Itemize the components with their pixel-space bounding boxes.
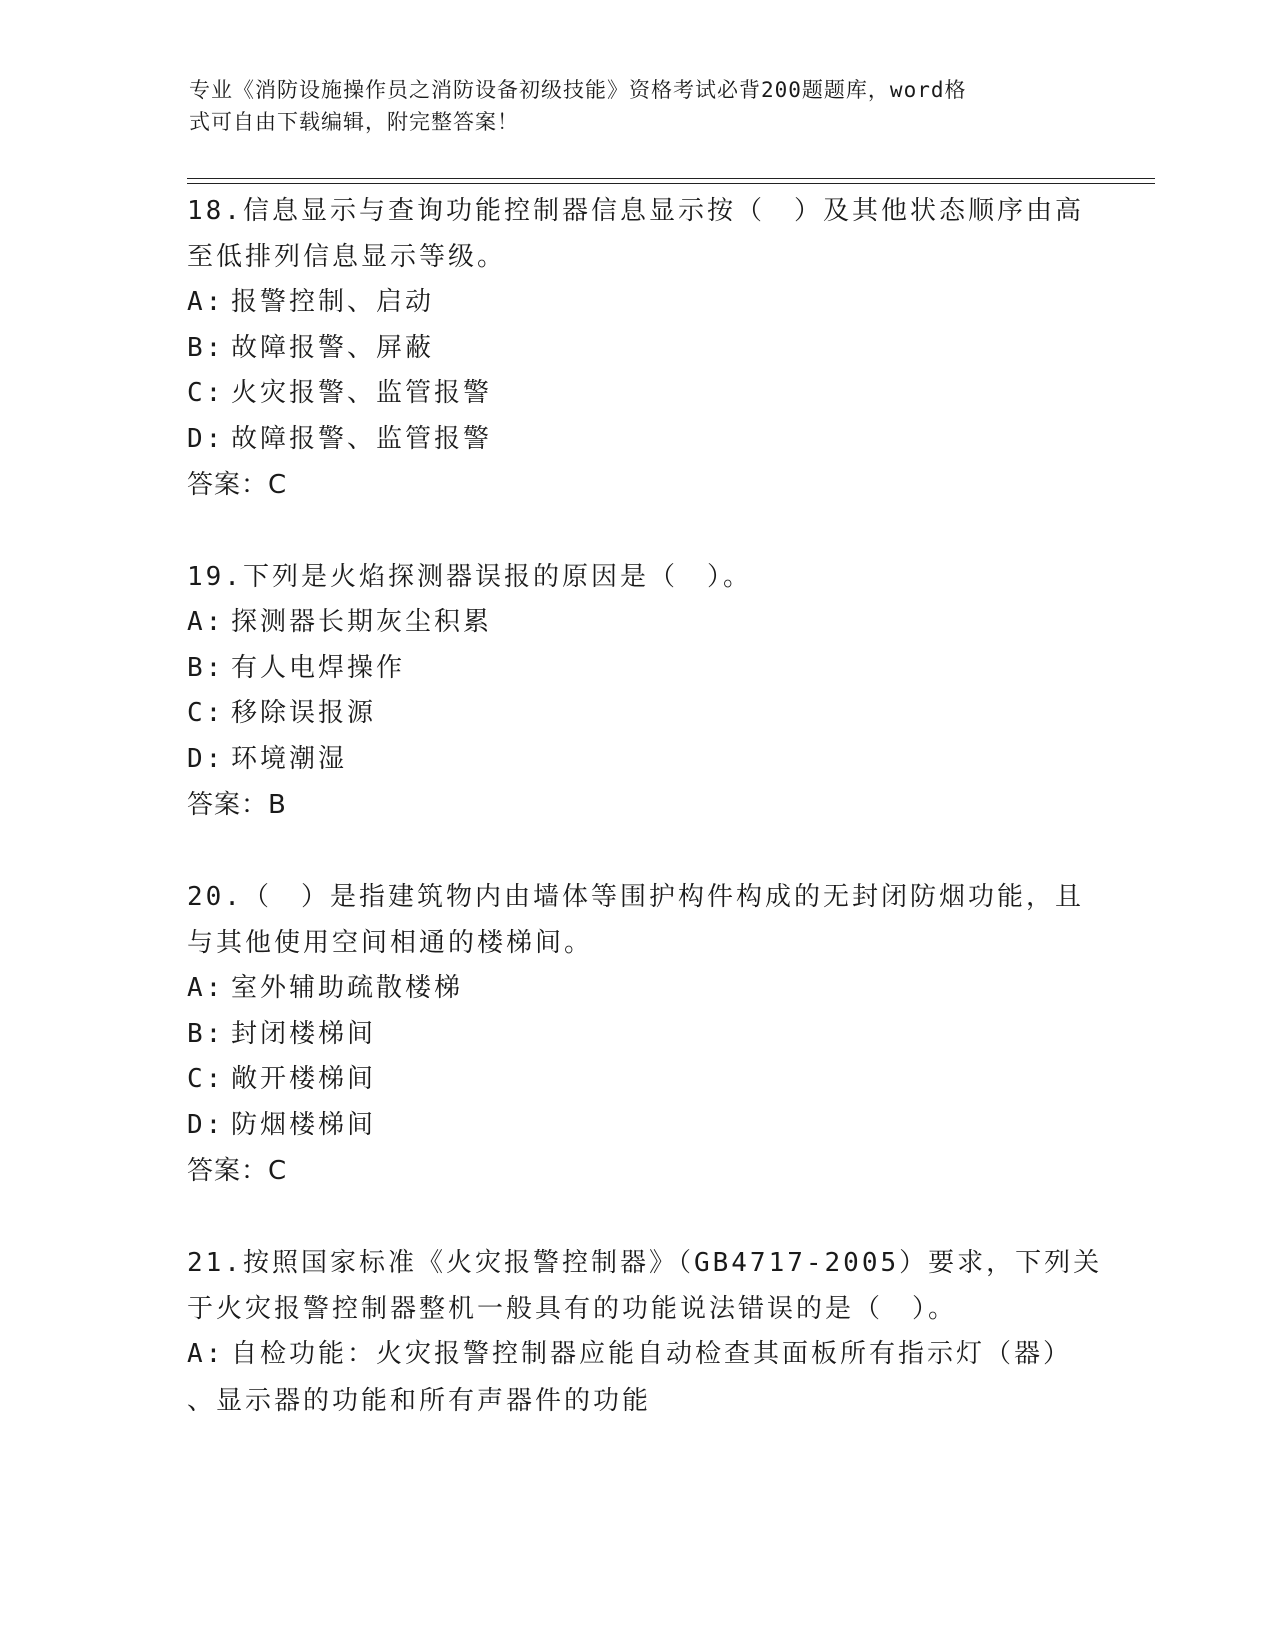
option-text: 报警控制、启动 [231,287,435,317]
question-text-line: 19.下列是火焰探测器误报的原因是（ ）。 [187,562,752,592]
option-text: 有人电焊操作 [231,652,406,683]
option-letter: A: [187,1339,225,1369]
option-letter: D: [187,1109,225,1140]
option-b [187,1012,1087,1058]
question-text-line: 与其他使用空间相通的楼梯间。 [187,928,594,958]
option-text: 敞开楼梯间 [231,1064,377,1094]
question-20 [187,874,1087,1194]
option-text: 探测器长期灰尘积累 [231,607,493,637]
option-a [187,280,1087,326]
option-c [187,691,1087,737]
option-text: 封闭楼梯间 [231,1018,377,1049]
header-rule-bottom [187,183,1155,184]
question-text-line: 至低排列信息显示等级。 [187,242,507,272]
question-text-line: 20.（ ）是指建筑物内由墙体等围护构件构成的无封闭防烟功能，且 [187,882,1084,912]
option-c [187,371,1087,417]
option-text: 自检功能：火灾报警控制器应能自动检查其面板所有指示灯（器） [231,1339,1073,1369]
option-a [187,1332,1087,1378]
option-text: 移除误报源 [231,698,377,728]
option-c [187,1057,1087,1103]
option-d [187,417,1087,463]
option-continuation: 、显示器的功能和所有声器件的功能 [187,1385,652,1416]
question-text-line: 21.按照国家标准《火灾报警控制器》（GB4717-2005）要求，下列关 [187,1248,1103,1278]
option-letter: C: [187,698,225,728]
option-letter: C: [187,1064,225,1094]
option-text: 防烟楼梯间 [231,1109,377,1140]
option-text: 环境潮湿 [231,743,348,774]
option-letter: D: [187,423,225,454]
option-letter: B: [187,1018,225,1049]
document-header [189,74,1069,138]
option-text: 故障报警、屏蔽 [231,332,435,363]
option-b [187,326,1087,372]
option-letter: A: [187,973,225,1003]
option-d [187,737,1087,783]
option-letter: C: [187,378,225,408]
answer-line: 答案：C [187,470,288,500]
answer-line: 答案：C [187,1156,288,1186]
question-text-line: 18.信息显示与查询功能控制器信息显示按（ ）及其他状态顺序由高 [187,196,1084,226]
option-text: 火灾报警、监管报警 [231,378,493,408]
answer-line: 答案：B [187,790,287,820]
option-letter: D: [187,743,225,774]
question-18 [187,188,1087,508]
question-21 [187,1240,1103,1424]
option-a [187,600,1087,646]
option-text: 室外辅助疏散楼梯 [231,973,464,1003]
option-letter: A: [187,287,225,317]
option-text: 故障报警、监管报警 [231,423,493,454]
option-a [187,966,1087,1012]
option-letter: B: [187,652,225,683]
option-letter: B: [187,332,225,363]
header-line-2: 式可自由下载编辑，附完整答案！ [189,110,519,134]
question-list [187,188,1103,1470]
option-letter: A: [187,607,225,637]
header-line-1: 专业《消防设施操作员之消防设备初级技能》资格考试必背200题题库，word格 [189,78,967,102]
question-19 [187,554,1087,828]
option-d [187,1103,1087,1149]
question-text-line: 于火灾报警控制器整机一般具有的功能说法错误的是（ ）。 [187,1294,958,1324]
header-rule-top [187,178,1155,179]
option-b [187,646,1087,692]
